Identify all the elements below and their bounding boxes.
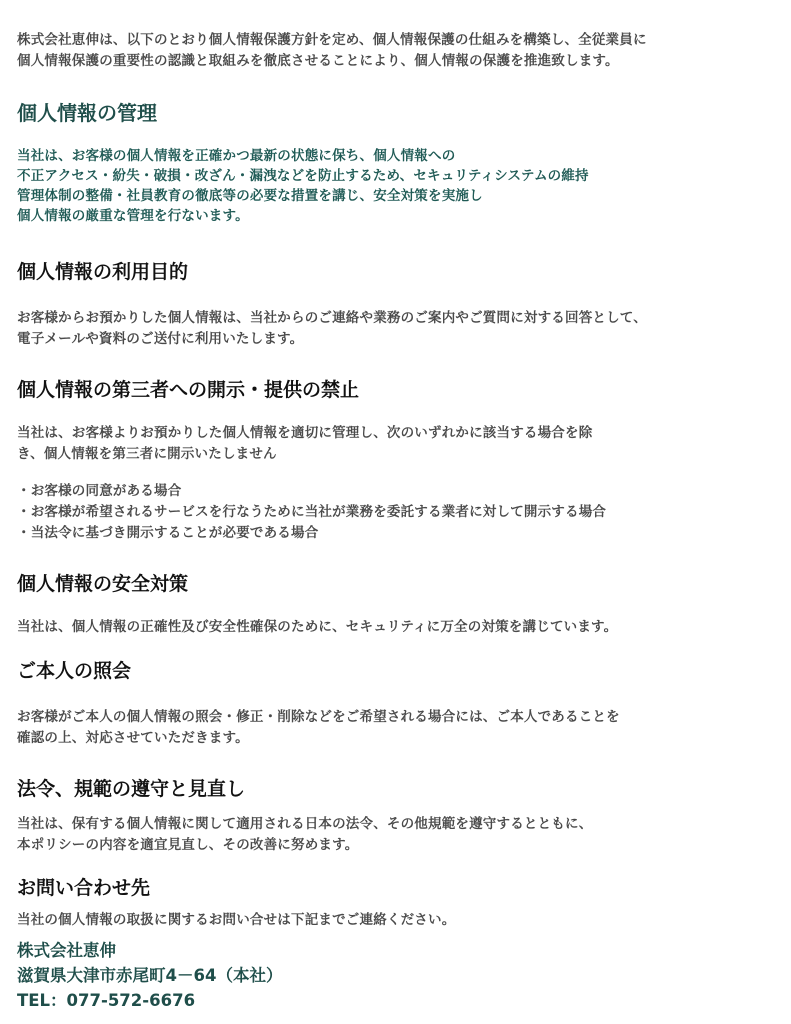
company-address: 滋賀県大津市赤尾町4－64（本社） [17, 966, 283, 985]
contact-info [17, 938, 282, 1013]
compliance-heading: 法令、規範の遵守と見直し [17, 778, 246, 800]
inquiry-heading: ご本人の照会 [17, 660, 132, 682]
list-item: ・お客様が希望されるサービスを行なうために当社が業務を委託する業者に対して開示する場合 [17, 504, 607, 520]
management-heading: 個人情報の管理 [17, 101, 157, 125]
safety-text: 当社は、個人情報の正確性及び安全性確保のために、セキュリティに万全の対策を講じています。 [17, 619, 618, 635]
disclosure-list [17, 481, 606, 544]
contact-text: 当社の個人情報の取扱に関するお問い合せは下記までご連絡ください。 [17, 912, 456, 928]
contact-heading: お問い合わせ先 [17, 877, 151, 899]
safety-heading: 個人情報の安全対策 [17, 573, 189, 595]
purpose-text: お客様からお預かりした個人情報は、当社からのご連絡や業務のご案内やご質問に対する回答として、 電子メールや資料のご送付に利用いたします。 [17, 310, 647, 347]
disclosure-heading: 個人情報の第三者への開示・提供の禁止 [17, 379, 360, 401]
intro-text: 株式会社恵伸は、以下のとおり個人情報保護方針を定め、個人情報保護の仕組みを構築し、全従業員に 個人情報保護の重要性の認識と取組みを徹底させることにより、個人情報の保護を推進致します。 [17, 32, 647, 69]
list-item: ・お客様の同意がある場合 [17, 483, 182, 499]
management-text: 当社は、お客様の個人情報を正確かつ最新の状態に保ち、個人情報への 不正アクセス・紛失・破損・改ざん・漏洩などを防止するため、セキュリティシステムの維持 管理体制の整備・社員教育の徹底等の必要な措置を講じ、安全対策を実施し 個人情報の厳重な管理を行ないます。 [17, 148, 589, 224]
list-item: ・当法令に基づき開示することが必要である場合 [17, 525, 319, 541]
disclosure-text: 当社は、お客様よりお預かりした個人情報を適切に管理し、次のいずれかに該当する場合を除 き、個人情報を第三者に開示いたしません [17, 425, 593, 462]
inquiry-text: お客様がご本人の個人情報の照会・修正・削除などをご希望される場合には、ご本人であることを 確認の上、対応させていただきます。 [17, 709, 620, 746]
company-name: 株式会社恵伸 [17, 941, 116, 960]
company-tel: TEL：077-572-6676 [17, 991, 196, 1010]
purpose-heading: 個人情報の利用目的 [17, 261, 189, 283]
compliance-text: 当社は、保有する個人情報に関して適用される日本の法令、その他規範を遵守するとともに、 本ポリシーの内容を適宜見直し、その改善に努めます。 [17, 816, 593, 853]
